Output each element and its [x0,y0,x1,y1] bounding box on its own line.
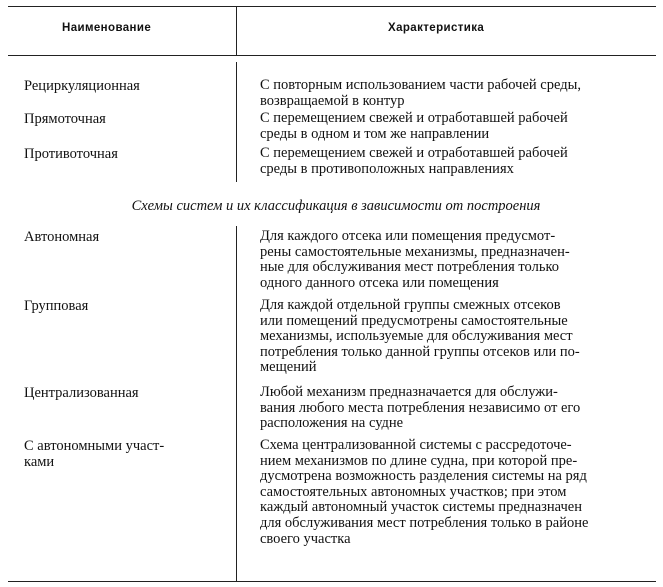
desc-line: расположения на судне [260,415,404,432]
desc-line: одного данного отсека или помещения [260,274,499,291]
desc-line: С перемещением свежей и отработавшей рабочей [260,145,568,161]
desc-line: самостоятельных автономных участков; при этом [260,483,567,500]
header-name: Наименование [62,22,152,34]
desc-line: дусмотрена возможность разделения системы на ряд [260,468,587,485]
desc-line: механизмы, используемые для обслуживания мест [260,328,573,345]
section2-column-divider [236,226,237,581]
row-direct-flow-desc [260,111,652,142]
table-top-rule [8,6,656,7]
desc-line: своего участка [260,530,351,547]
desc-line: мещений [260,359,317,376]
desc-line: среды в одном и том же направлении [260,125,490,142]
section1-column-divider [236,62,237,182]
row-direct-flow-name: Прямоточная [24,111,106,127]
desc-line: Для каждого отсека или помещения предусмот- [260,228,556,244]
row-centralized-name: Централизованная [24,385,139,401]
row-autonomous-name: Автономная [24,229,100,245]
name-line: ками [24,454,55,470]
row-counter-flow-name: Противоточная [24,146,118,162]
section2-title: Схемы систем и их классификация в зависимости от построения [131,198,541,214]
row-recirculation-name: Рециркуляционная [24,78,140,94]
desc-line: рены самостоятельные механизмы, предназначен- [260,243,570,260]
row-group-desc [260,298,652,376]
row-autonomous-desc [260,229,652,291]
desc-line: нием механизмов по длине судна, при которой пре- [260,452,578,469]
desc-line: для обслуживания мест потребления только в районе [260,514,589,531]
desc-line: ные для обслуживания мест потребления только [260,259,560,276]
desc-line: Схема централизованной системы с рассредоточе- [260,437,572,453]
table-bottom-rule [8,581,656,582]
name-line: С автономными участ- [24,438,165,454]
row-counter-flow-desc [260,146,652,177]
row-group-name: Групповая [24,298,89,314]
row-autonomous-sections-desc [260,438,652,547]
header-column-divider [236,6,237,55]
desc-line: возвращаемой в контур [260,92,405,109]
row-centralized-desc [260,385,652,432]
desc-line: вания любого места потребления независимо от его [260,399,581,416]
header-bottom-rule [8,55,656,56]
row-recirculation-desc [260,78,652,109]
desc-line: или помещений предусмотрены самостоятельные [260,312,568,329]
desc-line: среды в противоположных направлениях [260,160,514,177]
desc-line: каждый автономный участок системы предназначен [260,499,582,516]
desc-line: Любой механизм предназначается для обслужи- [260,384,558,400]
desc-line: С повторным использованием части рабочей среды, [260,77,581,93]
desc-line: потребления только данной группы отсеков или по- [260,343,580,360]
header-characteristic: Характеристика [388,22,485,34]
row-autonomous-sections-name [24,438,224,470]
desc-line: С перемещением свежей и отработавшей рабочей [260,110,568,126]
desc-line: Для каждой отдельной группы смежных отсеков [260,297,561,313]
